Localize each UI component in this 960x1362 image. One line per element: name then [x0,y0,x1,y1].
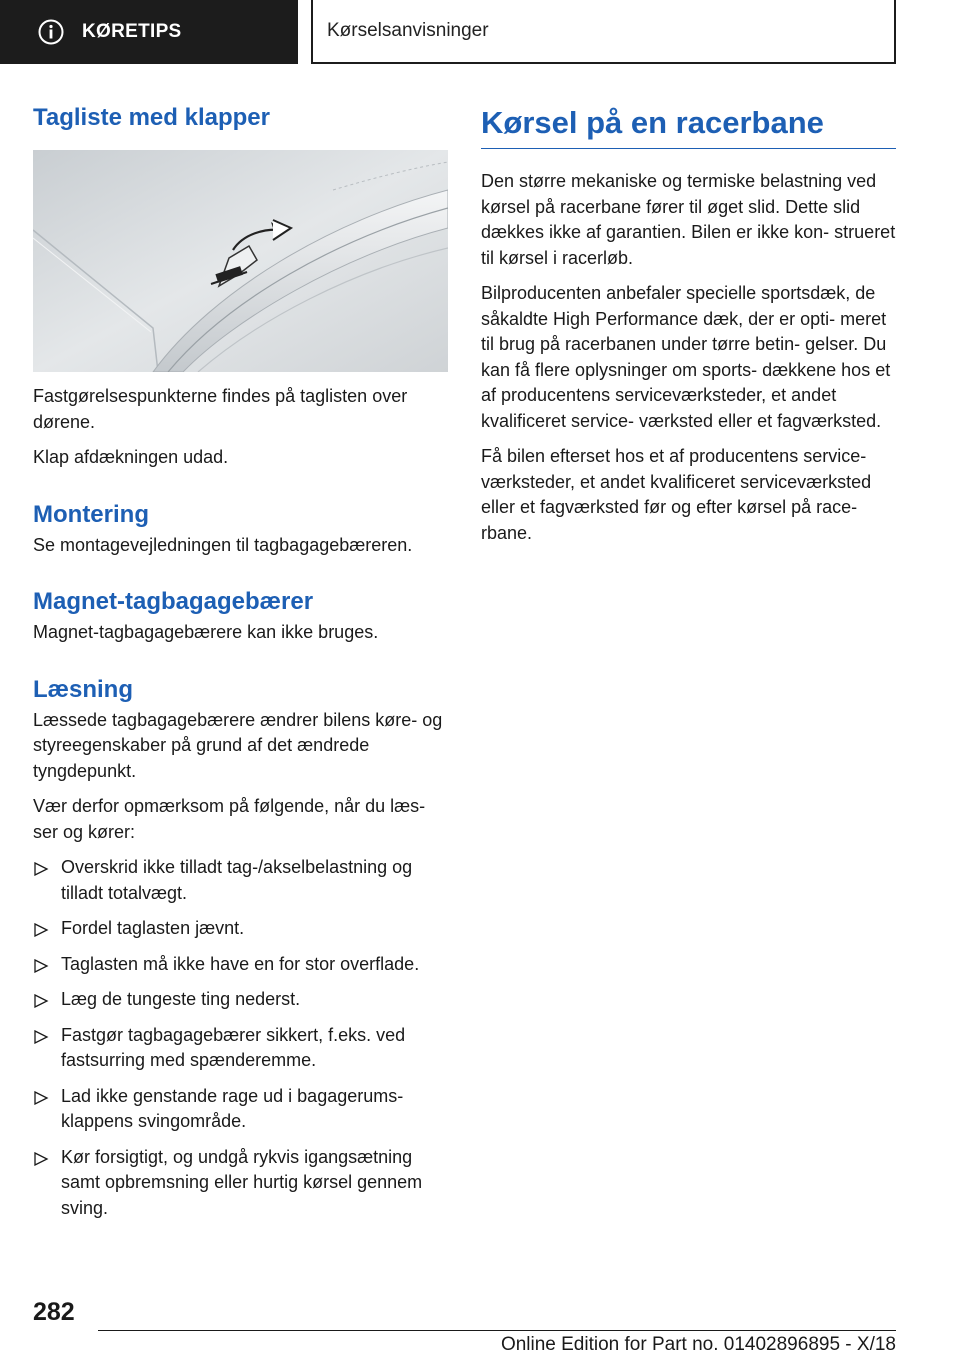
paragraph-loading-2: Vær derfor opmærksom på følgende, når du læs- ser og kører: [33,796,426,842]
list-item [33,1023,448,1074]
page-number: 282 [33,1298,75,1326]
info-icon [38,19,64,45]
triangle-bullet-icon [33,916,61,937]
paragraph-mounting: Se montagevejledningen til tagbagagebæreren. [33,534,413,555]
roof-rail-figure [33,150,448,372]
list-item-text: Kør forsigtigt, og undgå rykvis igangsætning samt opbremsning eller hurtig kørsel gennem sving. [61,1146,423,1218]
right-column [481,100,896,546]
triangle-bullet-icon [33,1145,61,1166]
paragraph-racetrack-3: Få bilen efterset hos et af producentens service- værksteder, et andet kvalificeret serviceværksted eller et fagværksted før og efter kørsel på race- rbane. [481,446,872,543]
list-item [33,1145,448,1222]
list-item-text: Læg de tungeste ting nederst. [61,989,301,1009]
paragraph-magnet: Magnet-tagbagagebærere kan ikke bruges. [33,622,379,642]
triangle-bullet-icon [33,952,61,973]
loading-bullet-list [33,855,448,1221]
triangle-bullet-icon [33,1084,61,1105]
chapter-tab-label: KØRETIPS [82,21,182,42]
list-item-text: Overskrid ikke tilladt tag-/akselbelastning og tilladt totalvægt. [61,857,413,903]
left-column [33,100,448,1231]
paragraph-racetrack-2: Bilproducenten anbefaler specielle sportsdæk, de såkaldte High Performance dæk, der er opti- meret til brug på racerbanen under tørre betin- gelser. Du kan få flere oplysninger om sports- dækkene hos et af producentens serviceværksteder, et andet kvalificeret service- værksted eller et fagværksted. [481,283,891,431]
list-item [33,987,448,1013]
paragraph-loading-1: Læssede tagbagagebærere ændrer bilens køre- og styreegenskaber på grund af det ændrede tyngdepunkt. [33,709,443,781]
heading-loading: Læsning [33,675,133,703]
chapter-tab[interactable] [0,0,298,64]
heading-magnet: Magnet-tagbagagebærer [33,588,314,615]
section-header [311,0,896,64]
list-item [33,855,448,906]
triangle-bullet-icon [33,987,61,1008]
list-item-text: Fastgør tagbagagebærer sikkert, f.eks. ved fastsurring med spænderemme. [61,1024,406,1070]
list-item [33,1084,448,1135]
footer-divider [98,1330,896,1331]
paragraph-fastening: Fastgørelsespunkterne findes på taglisten over dørene. [33,386,408,432]
list-item-text: Taglasten må ikke have en for stor overflade. [61,953,420,974]
heading-mounting: Montering [33,500,149,528]
section-title: Kørselsanvisninger [327,20,489,41]
footer-edition: Online Edition for Part no. 01402896895 - X/18 [500,1334,896,1355]
paragraph-flap: Klap afdækningen udad. [33,447,229,467]
triangle-bullet-icon [33,855,61,876]
list-item [33,952,448,978]
list-item [33,916,448,942]
triangle-bullet-icon [33,1023,61,1044]
list-item-text: Lad ikke genstande rage ud i bagagerums- klappens svingområde. [61,1085,404,1131]
heading-roof-rail: Tagliste med klapper [33,104,270,131]
heading-racetrack: Kørsel på en racerbane [481,100,896,149]
list-item-text: Fordel taglasten jævnt. [61,918,245,938]
paragraph-racetrack-1: Den større mekaniske og termiske belastning ved kørsel på racerbane fører til øget slid. Dette slid dækkes ikke af garantien. Bilen er ikke kon- strueret til kørsel i racerløb. [481,171,896,268]
